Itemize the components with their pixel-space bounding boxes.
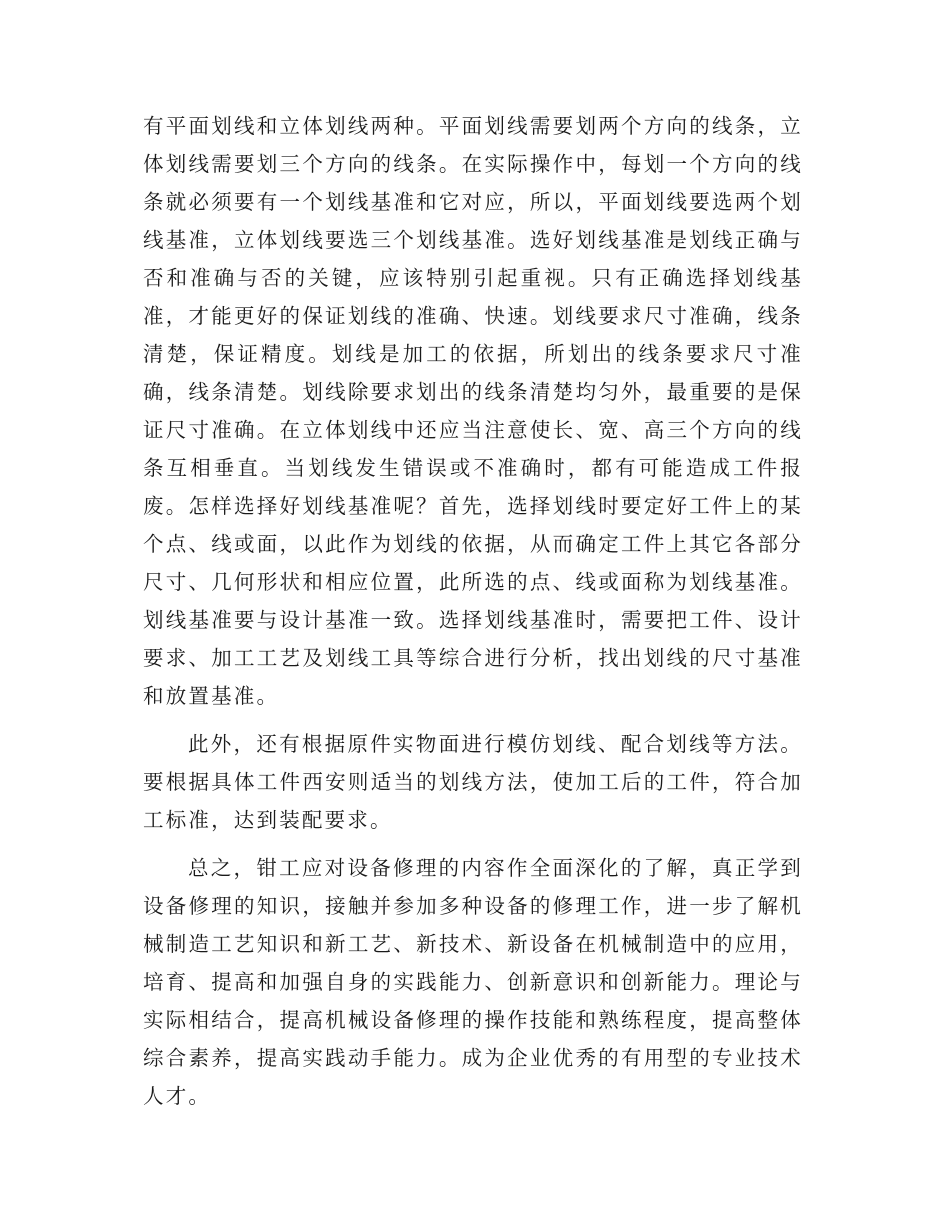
paragraph-2: 此外，还有根据原件实物面进行模仿划线、配合划线等方法。要根据具体工件西安则适当的划线方法，使加工后的工件，符合加工标准，达到装配要求。: [143, 732, 803, 832]
document-body: [143, 107, 803, 1115]
paragraph-1: 有平面划线和立体划线两种。平面划线需要划两个方向的线条，立体划线需要划三个方向的线条。在实际操作中，每划一个方向的线条就必须要有一个划线基准和它对应，所以，平面划线要选两个划线基准，立体划线要选三个划线基准。选好划线基准是划线正确与否和准确与否的关键，应该特别引起重视。只有正确选择划线基准，才能更好的保证划线的准确、快速。划线要求尺寸准确，线条清楚，保证精度。划线是加工的依据，所划出的线条要求尺寸准确，线条清楚。划线除要求划出的线条清楚均匀外，最重要的是保证尺寸准确。在立体划线中还应当注意使长、宽、高三个方向的线条互相垂直。当划线发生错误或不准确时，都有可能造成工件报废。怎样选择好划线基准呢？首先，选择划线时要定好工件上的某个点、线或面，以此作为划线的依据，从而确定工件上其它各部分尺寸、几何形状和相应位置，此所选的点、线或面称为划线基准。划线基准要与设计基准一致。选择划线基准时，需要把工件、设计要求、加工工艺及划线工具等综合进行分析，找出划线的尺寸基准和放置基准。: [143, 114, 803, 708]
paragraph-3: 总之，钳工应对设备修理的内容作全面深化的了解，真正学到设备修理的知识，接触并参加多种设备的修理工作，进一步了解机械制造工艺知识和新工艺、新技术、新设备在机械制造中的应用，培育、提高和加强自身的实践能力、创新意识和创新能力。理论与实际相结合，提高机械设备修理的操作技能和熟练程度，提高整体综合素养，提高实践动手能力。成为企业优秀的有用型的专业技术人才。: [143, 856, 803, 1108]
